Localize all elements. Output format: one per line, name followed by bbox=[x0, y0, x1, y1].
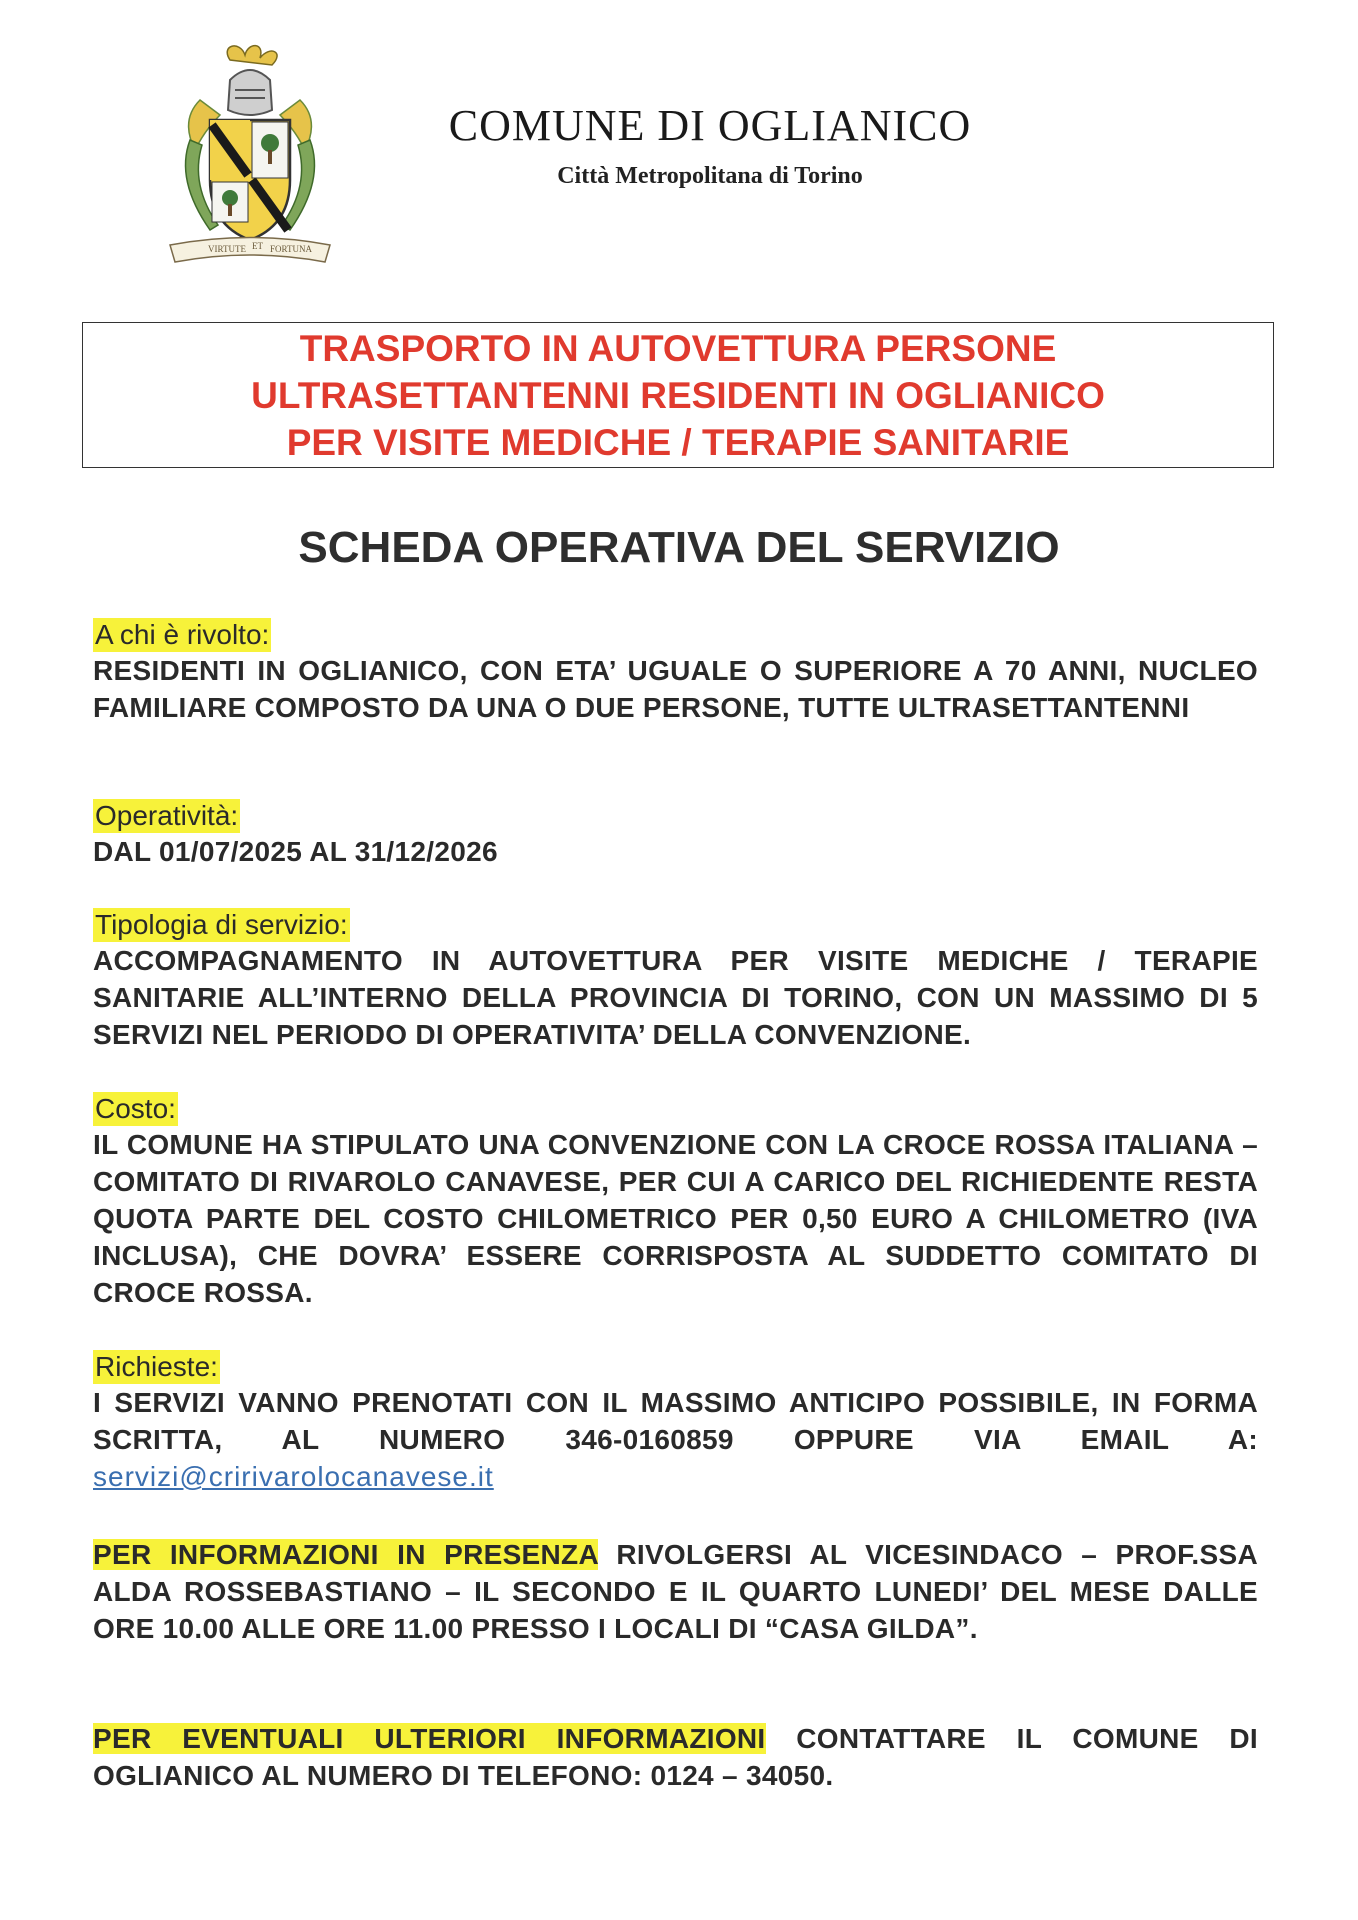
presenza-text: RIVOLGERSI AL VICESINDACO – PROF.SSA ALDA ROSSEBASTIANO – IL SECONDO E IL QUARTO LUNEDI’ DEL MESE DALLE ORE 10.00 ALLE ORE 11.00 PRESSO I LOCALI DI “CASA GILDA”. bbox=[93, 1539, 1258, 1644]
section-label: A chi è rivolto: bbox=[95, 619, 270, 650]
svg-text:FORTUNA: FORTUNA bbox=[270, 244, 312, 254]
page-subtitle: Città Metropolitana di Torino bbox=[557, 163, 863, 189]
section-text: ACCOMPAGNAMENTO IN AUTOVETTURA PER VISITE MEDICHE / TERAPIE SANITARIE ALL’INTERNO DELLA PROVINCIA DI TORINO, CON UN MASSIMO DI 5 SERVIZI NEL PERIODO DI OPERATIVITA’ DELLA CONVENZIONE. bbox=[93, 945, 1258, 1050]
page-title: COMUNE DI OGLIANICO bbox=[448, 101, 972, 150]
notice-title-box bbox=[82, 322, 1274, 468]
section-text: IL COMUNE HA STIPULATO UNA CONVENZIONE CON LA CROCE ROSSA ITALIANA – COMITATO DI RIVAROLO CANAVESE, PER CUI A CARICO DEL RICHIEDENTE RESTA QUOTA PARTE DEL COSTO CHILOMETRICO PER 0,50 EURO A CHILOMETRO (IVA INCLUSA), CHE DOVRA’ ESSERE CORRISPOSTA AL SUDDETTO COMITATO DI CROCE ROSSA. bbox=[93, 1129, 1258, 1308]
notice-line: ULTRASETTANTENNI RESIDENTI IN OGLIANICO bbox=[251, 374, 1105, 416]
section-label: Tipologia di servizio: bbox=[95, 909, 348, 940]
section-text: DAL 01/07/2025 AL 31/12/2026 bbox=[93, 836, 498, 867]
section-text bbox=[93, 1536, 1258, 1647]
section-text: RESIDENTI IN OGLIANICO, CON ETA’ UGUALE O SUPERIORE A 70 ANNI, NUCLEO FAMILIARE COMPOSTO DA UNA O DUE PERSONE, TUTTE ULTRASETTANTENNI bbox=[93, 655, 1258, 723]
section-richieste bbox=[93, 1350, 1258, 1495]
highlight-label: PER EVENTUALI ULTERIORI INFORMAZIONI bbox=[93, 1723, 766, 1754]
section-label: Costo: bbox=[95, 1093, 176, 1124]
section-label: Richieste: bbox=[95, 1351, 218, 1382]
section-text bbox=[93, 1720, 1258, 1794]
section-tipologia bbox=[93, 908, 1258, 1053]
section-operativita bbox=[93, 799, 1258, 870]
section-rivolto bbox=[93, 618, 1258, 726]
ulteriori-text: CONTATTARE IL COMUNE DI OGLIANICO AL NUMERO DI TELEFONO: 0124 – 34050. bbox=[93, 1723, 1258, 1791]
scheda-title: SCHEDA OPERATIVA DEL SERVIZIO bbox=[298, 523, 1060, 572]
section-costo bbox=[93, 1092, 1258, 1311]
coat-of-arms-icon bbox=[160, 40, 340, 280]
notice-line: PER VISITE MEDICHE / TERAPIE SANITARIE bbox=[286, 421, 1070, 463]
section-label: Operatività: bbox=[95, 800, 239, 831]
section-text bbox=[93, 1384, 1258, 1495]
notice-line: TRASPORTO IN AUTOVETTURA PERSONE bbox=[299, 327, 1057, 369]
highlight-label: PER INFORMAZIONI IN PRESENZA bbox=[93, 1539, 598, 1570]
svg-text:ET: ET bbox=[252, 241, 263, 251]
svg-text:VIRTUTE: VIRTUTE bbox=[208, 244, 246, 254]
section-presenza bbox=[93, 1536, 1258, 1647]
section-ulteriori bbox=[93, 1720, 1258, 1794]
email-link[interactable]: servizi@cririvarolocanavese.it bbox=[93, 1461, 494, 1492]
richieste-text: I SERVIZI VANNO PRENOTATI CON IL MASSIMO ANTICIPO POSSIBILE, IN FORMA SCRITTA, AL NUMERO 346-0160859 OPPURE VIA EMAIL A: bbox=[93, 1387, 1258, 1455]
